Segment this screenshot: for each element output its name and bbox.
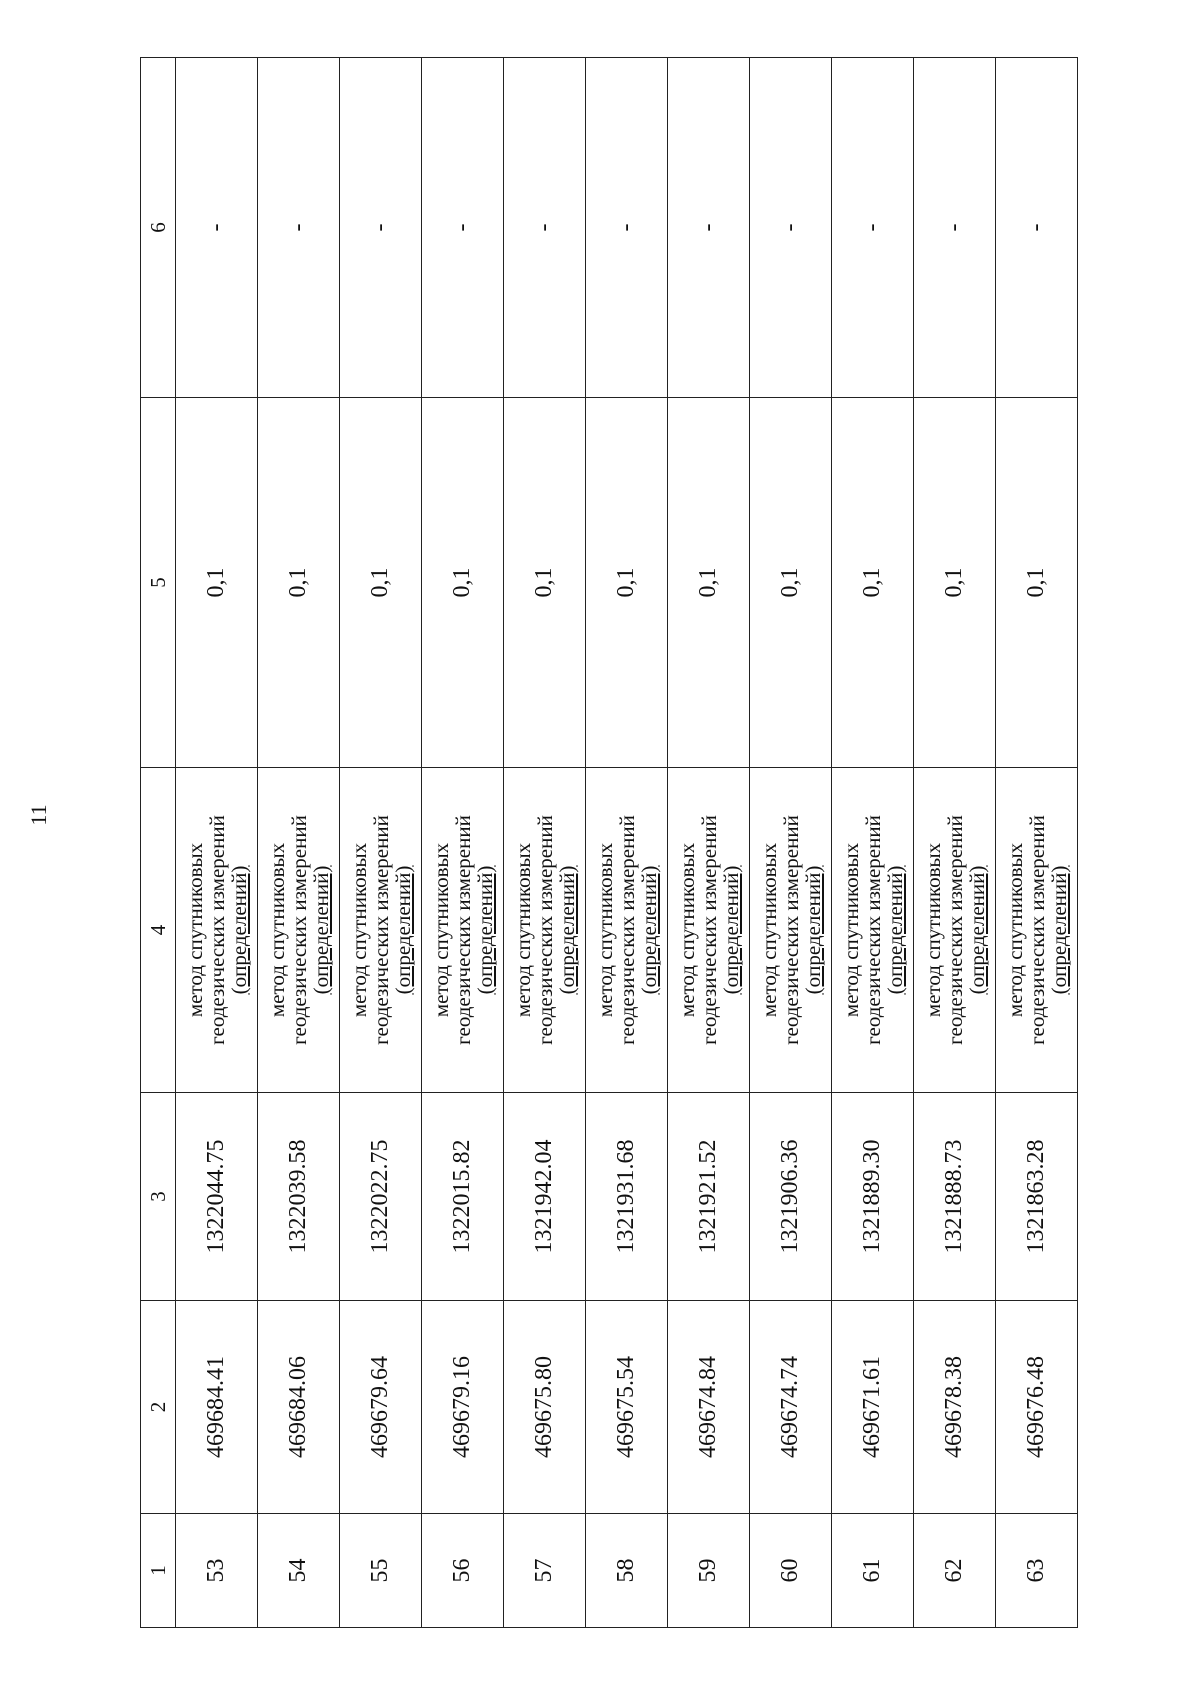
method-line: геодезических измерений — [532, 815, 557, 1045]
method-line: (определений) — [964, 865, 989, 995]
accuracy-cell: 0,1 — [504, 398, 586, 768]
table-row — [668, 58, 750, 1628]
method-line: геодезических измерений — [860, 815, 885, 1045]
accuracy-cell: 0,1 — [340, 398, 422, 768]
method-cell — [176, 768, 258, 1093]
page-number: 11 — [26, 804, 51, 826]
table-row — [258, 58, 340, 1628]
method-cell — [422, 768, 504, 1093]
note-cell: - — [832, 58, 914, 398]
accuracy-cell: 0,1 — [914, 398, 996, 768]
method-line: геодезических измерений — [696, 815, 721, 1045]
coordinate-x-cell: 469678.38 — [914, 1301, 996, 1514]
point-number-cell: 59 — [668, 1514, 750, 1628]
accuracy-cell: 0,1 — [832, 398, 914, 768]
accuracy-cell: 0,1 — [668, 398, 750, 768]
header-col-4: 4 — [141, 768, 176, 1093]
method-line: метод спутниковых — [346, 842, 371, 1018]
method-cell — [340, 768, 422, 1093]
coordinate-y-cell: 1321931.68 — [586, 1093, 668, 1301]
header-col-1: 1 — [141, 1514, 176, 1628]
note-cell: - — [586, 58, 668, 398]
coordinate-x-cell: 469679.64 — [340, 1301, 422, 1514]
point-number-cell: 57 — [504, 1514, 586, 1628]
method-cell — [750, 768, 832, 1093]
coordinate-y-cell: 1322039.58 — [258, 1093, 340, 1301]
method-line: метод спутниковых — [510, 842, 535, 1018]
coordinate-y-cell: 1322044.75 — [176, 1093, 258, 1301]
coordinate-x-cell: 469684.41 — [176, 1301, 258, 1514]
note-cell: - — [340, 58, 422, 398]
coordinate-y-cell: 1321921.52 — [668, 1093, 750, 1301]
coordinate-y-cell: 1321906.36 — [750, 1093, 832, 1301]
accuracy-cell: 0,1 — [996, 398, 1078, 768]
point-number-cell: 55 — [340, 1514, 422, 1628]
table-row — [832, 58, 914, 1628]
method-line: (определений) — [636, 865, 661, 995]
coordinate-y-cell: 1321863.28 — [996, 1093, 1078, 1301]
coordinate-y-cell: 1321888.73 — [914, 1093, 996, 1301]
method-line: геодезических измерений — [450, 815, 475, 1045]
method-cell — [996, 768, 1078, 1093]
note-cell: - — [422, 58, 504, 398]
method-line: геодезических измерений — [778, 815, 803, 1045]
coordinate-x-cell: 469675.54 — [586, 1301, 668, 1514]
coordinate-x-cell: 469674.74 — [750, 1301, 832, 1514]
table-row — [504, 58, 586, 1628]
method-line: метод спутниковых — [1002, 842, 1027, 1018]
coordinate-x-cell: 469671.61 — [832, 1301, 914, 1514]
accuracy-cell: 0,1 — [422, 398, 504, 768]
coordinate-y-cell: 1321889.30 — [832, 1093, 914, 1301]
method-line: (определений) — [800, 865, 825, 995]
coordinate-y-cell: 1322022.75 — [340, 1093, 422, 1301]
method-line: геодезических измерений — [614, 815, 639, 1045]
table-row — [422, 58, 504, 1628]
accuracy-cell: 0,1 — [750, 398, 832, 768]
note-cell: - — [914, 58, 996, 398]
coordinate-y-cell: 1321942.04 — [504, 1093, 586, 1301]
coordinate-x-cell: 469684.06 — [258, 1301, 340, 1514]
method-cell — [832, 768, 914, 1093]
method-line: метод спутниковых — [428, 842, 453, 1018]
method-line: (определений) — [1046, 865, 1071, 995]
method-cell — [258, 768, 340, 1093]
method-line: (определений) — [718, 865, 743, 995]
method-line: (определений) — [554, 865, 579, 995]
point-number-cell: 61 — [832, 1514, 914, 1628]
method-cell — [586, 768, 668, 1093]
point-number-cell: 53 — [176, 1514, 258, 1628]
method-line: метод спутниковых — [592, 842, 617, 1018]
table-row — [586, 58, 668, 1628]
note-cell: - — [176, 58, 258, 398]
method-line: метод спутниковых — [674, 842, 699, 1018]
method-line: (определений) — [226, 865, 251, 995]
method-line: (определений) — [308, 865, 333, 995]
coordinates-table — [140, 57, 1078, 1628]
point-number-cell: 54 — [258, 1514, 340, 1628]
method-line: геодезических измерений — [1024, 815, 1049, 1045]
table-row — [914, 58, 996, 1628]
header-col-2: 2 — [141, 1301, 176, 1514]
coordinates-table-frame — [140, 58, 1170, 1628]
note-cell: - — [668, 58, 750, 398]
method-line: (определений) — [390, 865, 415, 995]
method-line: (определений) — [882, 865, 907, 995]
note-cell: - — [750, 58, 832, 398]
method-line: метод спутниковых — [838, 842, 863, 1018]
note-cell: - — [504, 58, 586, 398]
note-cell: - — [996, 58, 1078, 398]
method-line: геодезических измерений — [368, 815, 393, 1045]
method-cell — [504, 768, 586, 1093]
point-number-cell: 60 — [750, 1514, 832, 1628]
coordinate-x-cell: 469675.80 — [504, 1301, 586, 1514]
method-line: геодезических измерений — [942, 815, 967, 1045]
point-number-cell: 63 — [996, 1514, 1078, 1628]
accuracy-cell: 0,1 — [586, 398, 668, 768]
method-line: метод спутниковых — [182, 842, 207, 1018]
coordinate-x-cell: 469679.16 — [422, 1301, 504, 1514]
accuracy-cell: 0,1 — [258, 398, 340, 768]
method-cell — [914, 768, 996, 1093]
note-cell: - — [258, 58, 340, 398]
rotated-table-container — [140, 58, 1170, 1628]
table-row — [176, 58, 258, 1628]
header-col-3: 3 — [141, 1093, 176, 1301]
coordinate-y-cell: 1322015.82 — [422, 1093, 504, 1301]
method-line: метод спутниковых — [264, 842, 289, 1018]
table-body — [176, 58, 1078, 1628]
method-line: метод спутниковых — [756, 842, 781, 1018]
table-row — [996, 58, 1078, 1628]
method-cell — [668, 768, 750, 1093]
table-header-row — [141, 58, 176, 1628]
accuracy-cell: 0,1 — [176, 398, 258, 768]
table-row — [340, 58, 422, 1628]
point-number-cell: 62 — [914, 1514, 996, 1628]
method-line: (определений) — [472, 865, 497, 995]
coordinate-x-cell: 469676.48 — [996, 1301, 1078, 1514]
point-number-cell: 58 — [586, 1514, 668, 1628]
point-number-cell: 56 — [422, 1514, 504, 1628]
method-line: геодезических измерений — [286, 815, 311, 1045]
header-col-5: 5 — [141, 398, 176, 768]
method-line: геодезических измерений — [204, 815, 229, 1045]
table-row — [750, 58, 832, 1628]
coordinate-x-cell: 469674.84 — [668, 1301, 750, 1514]
header-col-6: 6 — [141, 58, 176, 398]
method-line: метод спутниковых — [920, 842, 945, 1018]
